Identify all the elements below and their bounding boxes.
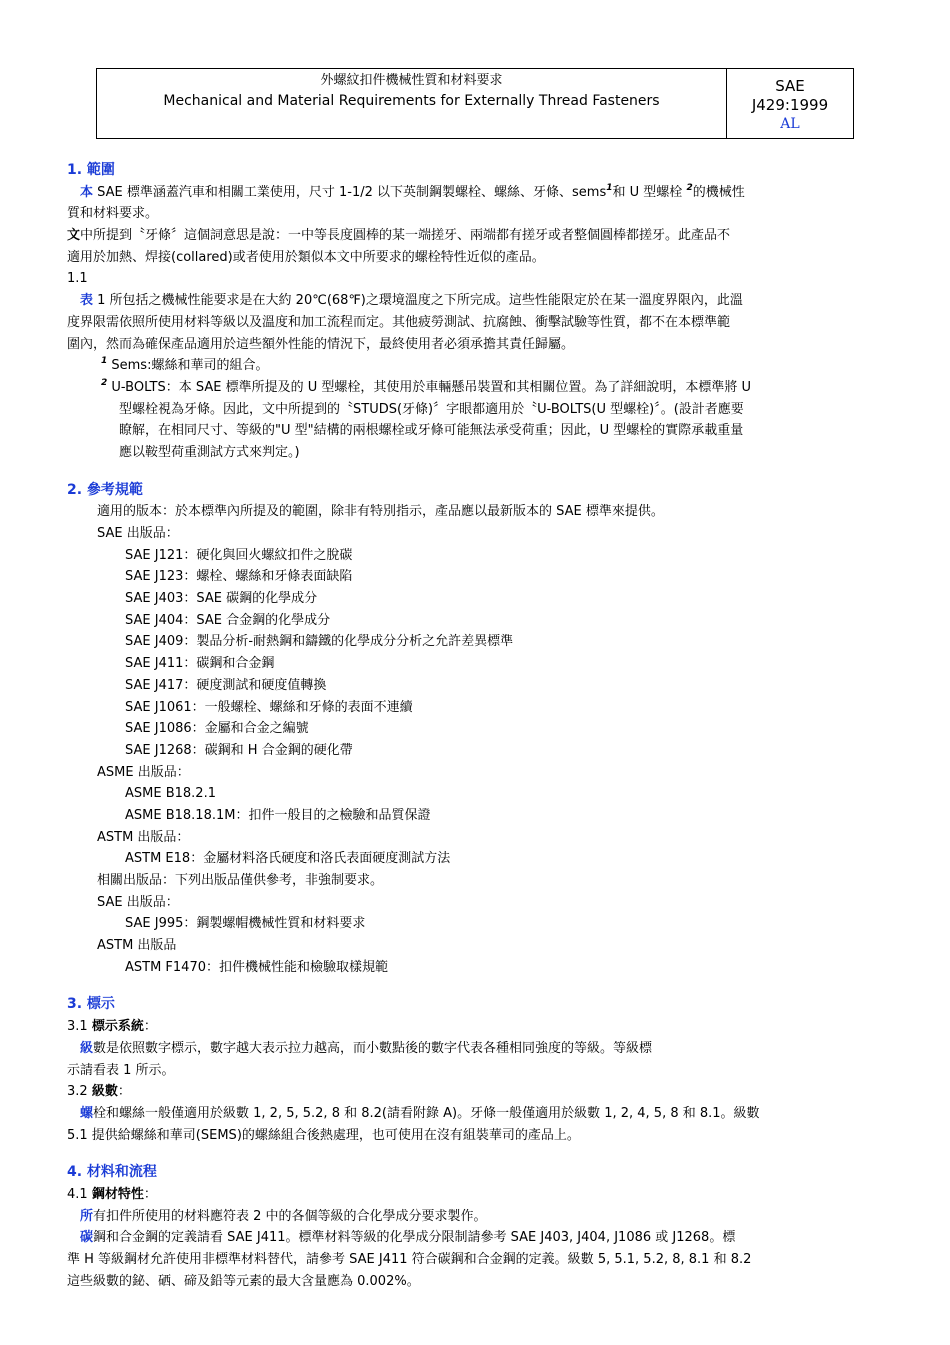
text: 的機械性 xyxy=(692,184,745,200)
text: 4.1 xyxy=(67,1186,92,1202)
asme-publications-label: ASME 出版品： xyxy=(97,764,190,780)
lead-char: 螺 xyxy=(80,1105,94,1121)
reference-item: SAE J411：碳鋼和合金鋼 xyxy=(125,656,275,672)
reference-item: ASME B18.18.1M：扣件一般目的之檢驗和品質保證 xyxy=(125,807,431,823)
s1-paragraph-2 xyxy=(67,225,885,247)
footnote-mark: 2 xyxy=(101,377,108,388)
reference-item: ASTM E18：金屬材料洛氏硬度和洛氏表面硬度測試方法 xyxy=(125,851,451,867)
header-code-cell xyxy=(727,69,853,138)
subsection-title: 鋼材特性 xyxy=(91,1186,144,1202)
section-4-heading: 4. 材料和流程 xyxy=(67,1164,157,1181)
text: 有扣件所使用的材料應符表 2 中的各個等級的合化學成分要求製作。 xyxy=(93,1208,487,1224)
footnote-2-line-3: 瞭解，在相同尺寸、等級的"U 型"結構的兩根螺栓或牙條可能無法承受荷重；因此，U 型螺栓的實際承載重量 xyxy=(119,423,744,439)
footnote-2-line-2: 型螺栓視為牙條。因此，文中所提到的〝STUDS(牙條)〞字眼都適用於〝U-BOLTS(U 型螺栓)〞。(設計者應要 xyxy=(119,401,744,417)
text: 1 所包括之機械性能要求是在大約 20℃(68℉)之環境溫度之下所完成。這些性能限定於在某一溫度界限內，此溫 xyxy=(93,293,743,309)
reference-item: SAE J404：SAE 合金鋼的化學成分 xyxy=(125,612,331,628)
astm-publications-label: ASTM 出版品： xyxy=(97,829,190,845)
sae-publications-label: SAE 出版品： xyxy=(97,526,179,541)
text: 栓和螺絲一般僅適用於級數 1, 2, 5, 5.2, 8 和 8.2(請看附錄 A)。牙條一般僅適用於級數 1, 2, 4, 5, 8 和 8.1。級數 xyxy=(93,1105,760,1121)
subsection-3-1 xyxy=(67,1016,885,1038)
title-english: Mechanical and Material Requirements for Externally Thread Fasteners xyxy=(163,93,660,109)
text: 和 U 型螺栓 xyxy=(612,184,687,200)
text: Sems:螺絲和華司的組合。 xyxy=(107,358,269,374)
reference-item: SAE J121：硬化與回火螺紋扣件之脫碳 xyxy=(125,547,353,563)
text: ： xyxy=(143,1019,157,1035)
text: 數是依照數字標示，數字越大表示拉力越高，而小數點後的數字代表各種相同強度的等級。等級標 xyxy=(93,1040,653,1056)
lead-char: 級 xyxy=(80,1040,94,1056)
lead-char: 本 xyxy=(80,184,94,200)
reference-item: ASTM F1470：扣件機械性能和檢驗取樣規範 xyxy=(125,959,388,975)
reference-item: SAE J1086：金屬和合金之編號 xyxy=(125,721,309,737)
text: SAE 標準涵蓋汽車和相關工業使用，尺寸 1-1/2 以下英制鋼製螺栓、螺絲、牙條、sems xyxy=(93,184,607,200)
reference-item: SAE J417：硬度測試和硬度值轉換 xyxy=(125,677,327,693)
subsection-3-2 xyxy=(67,1081,885,1103)
revision-code: AL xyxy=(780,116,800,132)
s4-paragraph-1 xyxy=(67,1206,885,1228)
astm-publications-label-2: ASTM 出版品 xyxy=(97,938,177,954)
footnote-ref-2: 2 xyxy=(686,182,693,193)
s2-intro: 適用的版本：於本標準內所提及的範圍，除非有特別指示，產品應以最新版本的 SAE 標準來提供。 xyxy=(97,504,664,520)
text: 中所提到〝牙條〞這個詞意思是說：一中等長度圓棒的某一端搓牙、兩端都有搓牙或者整個圓棒都搓牙。此產品不 xyxy=(80,228,731,244)
section-1-heading: 1. 範圍 xyxy=(67,162,115,178)
title-chinese: 外螺紋扣件機械性質和材料要求 xyxy=(320,73,503,88)
footnote-2-line-4: 應以鞍型荷重測試方式來判定。) xyxy=(119,444,300,460)
s3-paragraph-2 xyxy=(67,1103,885,1125)
s3-paragraph-1-line-2: 示請看表 1 所示。 xyxy=(67,1062,175,1078)
footnote-mark: 1 xyxy=(101,356,108,367)
related-publications-note: 相關出版品：下列出版品僅供參考，非強制要求。 xyxy=(97,873,384,888)
footnote-1 xyxy=(67,355,885,377)
lead-char: 碳 xyxy=(80,1230,94,1246)
document-header-box xyxy=(96,68,854,139)
s1-paragraph-1 xyxy=(67,182,885,204)
s1-paragraph-2-line-2: 適用於加熱、焊接(collared)或者使用於類似本文中所要求的螺栓特性近似的產品。 xyxy=(67,249,545,265)
s3-paragraph-1 xyxy=(67,1038,885,1060)
sae-publications-list xyxy=(67,545,885,762)
reference-item: SAE J403：SAE 碳鋼的化學成分 xyxy=(125,591,318,607)
s4-paragraph-2-line-3: 這些級數的鉍、硒、碲及鉛等元素的最大含量應為 0.002%。 xyxy=(67,1273,420,1289)
footnote-2 xyxy=(67,377,885,399)
reference-item: SAE J123：螺栓、螺絲和牙條表面缺陷 xyxy=(125,569,353,585)
reference-item: SAE J409：製品分析-耐熱鋼和鑄鐵的化學成分分析之允許差異標準 xyxy=(125,634,514,650)
section-2-heading: 2. 參考規範 xyxy=(67,481,143,498)
s4-paragraph-2 xyxy=(67,1227,885,1249)
s1-paragraph-3 xyxy=(67,290,885,312)
text: U-BOLTS：本 SAE 標準所提及的 U 型螺栓，其使用於車輛懸吊裝置和其相關位置。為了詳細說明，本標準將 U xyxy=(107,379,752,395)
standard-org: SAE xyxy=(775,77,805,95)
s1-paragraph-3-line-3: 圍內，然而為確保產品適用於這些額外性能的情況下，最終使用者必須承擔其責任歸屬。 xyxy=(67,336,575,352)
footnote-ref-1: 1 xyxy=(606,182,613,193)
reference-item: SAE J995：鋼製螺帽機械性質和材料要求 xyxy=(125,916,366,932)
text: ： xyxy=(117,1084,131,1100)
s3-paragraph-2-line-2: 5.1 提供給螺絲和華司(SEMS)的螺絲組合後熱處理，也可使用在沒有組裝華司的產品上。 xyxy=(67,1127,580,1143)
header-title-cell xyxy=(97,69,727,138)
reference-item: ASME B18.2.1 xyxy=(125,786,216,802)
subsection-1-1: 1.1 xyxy=(67,271,88,287)
text: 3.2 xyxy=(67,1084,92,1100)
reference-item: SAE J1268：碳鋼和 H 合金鋼的硬化帶 xyxy=(125,742,353,758)
lead-char: 文 xyxy=(67,228,81,244)
text: 鋼和合金鋼的定義請看 SAE J411。標準材料等級的化學成分限制請參考 SAE J403, J404, J1086 或 J1268。標 xyxy=(93,1230,736,1246)
s1-paragraph-3-line-2: 度界限需依照所使用材料等級以及溫度和加工流程而定。其他疲勞測試、抗腐蝕、衝擊試驗等性質，都不在本標準範 xyxy=(67,314,731,330)
document-body xyxy=(67,160,885,1292)
reference-item: SAE J1061：一般螺栓、螺絲和牙條的表面不連續 xyxy=(125,699,413,715)
subsection-title: 級數 xyxy=(91,1084,118,1100)
subsection-title: 標示系統 xyxy=(91,1019,144,1035)
lead-char: 所 xyxy=(80,1208,94,1224)
s4-paragraph-2-line-2: 準 H 等級鋼材允許使用非標準材料替代，請參考 SAE J411 符合碳鋼和合金鋼的定義。級數 5, 5.1, 5.2, 8, 8.1 和 8.2 xyxy=(67,1252,752,1267)
s1-paragraph-1-line-2: 質和材料要求。 xyxy=(67,206,159,222)
subsection-4-1 xyxy=(67,1184,885,1206)
standard-number: J429:1999 xyxy=(751,96,829,114)
text: ： xyxy=(143,1186,157,1202)
section-3-heading: 3. 標示 xyxy=(67,996,115,1013)
lead-char: 表 xyxy=(80,293,94,309)
text: 3.1 xyxy=(67,1019,92,1035)
sae-publications-label-2: SAE 出版品： xyxy=(97,894,179,910)
